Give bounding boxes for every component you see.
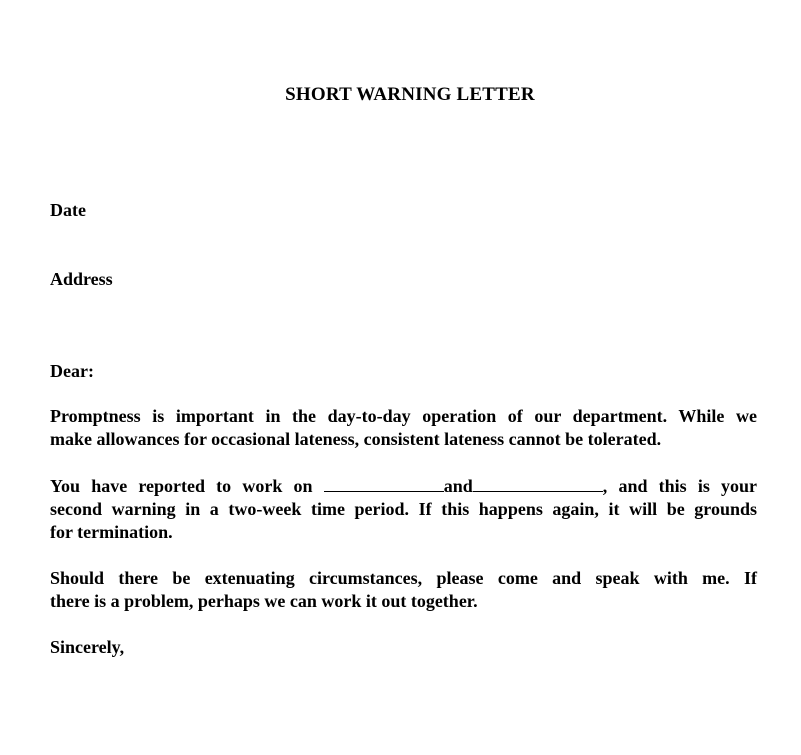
reported-text-start: You have reported to work on (50, 476, 313, 496)
closing: Sincerely, (50, 637, 125, 657)
letter-title: SHORT WARNING LETTER (285, 84, 535, 105)
paragraph-line: Promptness is important in the day-to-day operation of our department. While we (50, 406, 757, 426)
date-label: Date (50, 200, 86, 220)
first-date-blank[interactable] (324, 475, 444, 492)
paragraph-reported-dates (50, 475, 757, 544)
second-date-blank[interactable] (473, 475, 603, 492)
paragraph-promptness (50, 405, 757, 451)
paragraph-line (50, 475, 757, 498)
address-label: Address (50, 269, 113, 289)
reported-text-end: , and this is your (602, 476, 758, 496)
paragraph-line: there is a problem, perhaps we can work it out together. (50, 591, 478, 611)
paragraph-circumstances (50, 567, 757, 613)
reported-text-and: and (443, 476, 473, 496)
salutation: Dear: (50, 361, 94, 381)
paragraph-line: second warning in a two-week time period. If this happens again, it will be grounds (50, 499, 757, 519)
paragraph-line: make allowances for occasional lateness, consistent lateness cannot be tolerated. (50, 429, 662, 449)
paragraph-line: Should there be extenuating circumstances, please come and speak with me. If (50, 568, 757, 588)
paragraph-line: for termination. (50, 522, 173, 542)
